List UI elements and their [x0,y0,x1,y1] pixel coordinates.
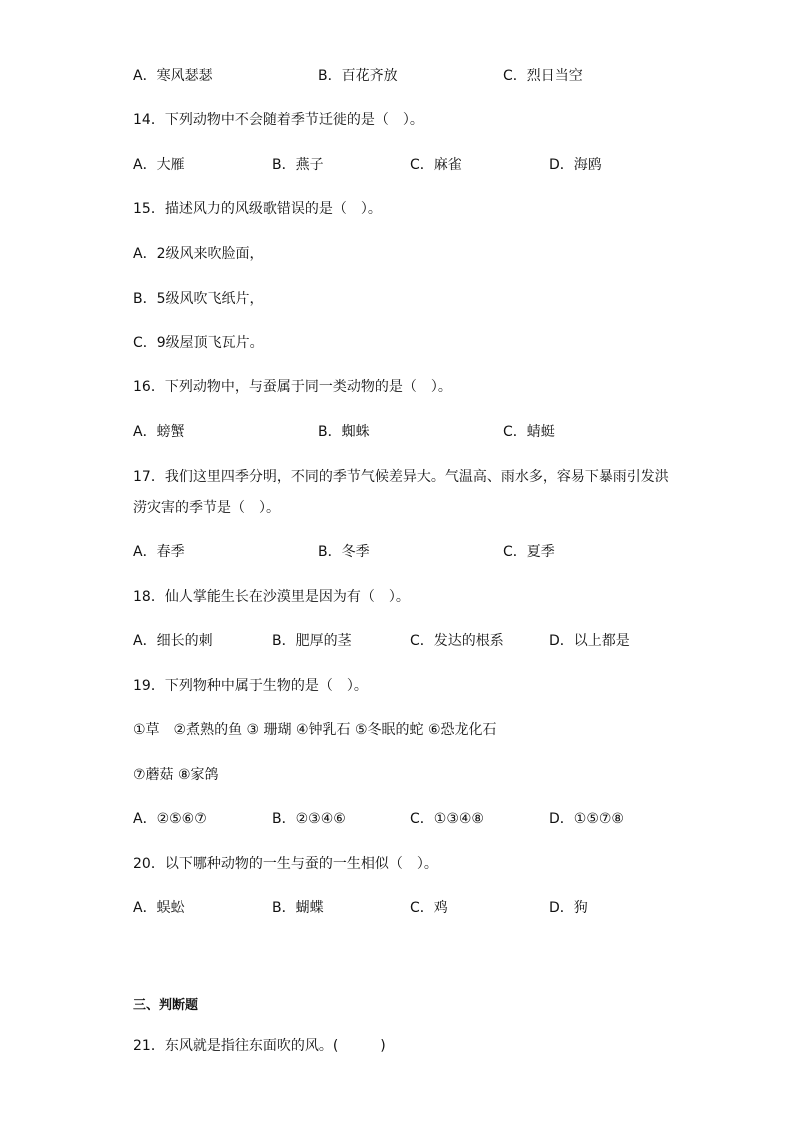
q17-stem-line2: 涝灾害的季节是（ ）。 [133,500,280,516]
q20-stem: 20．以下哪种动物的一生与蚕的一生相似（ ）。 [133,856,438,872]
q19-option-b: B．②③④⑥ [272,811,346,827]
section-title-judgment: 三、判断题 [133,998,199,1013]
q19-items-line1: ①草 ②煮熟的鱼 ③ 珊瑚 ④钟乳石 ⑤冬眠的蛇 ⑥恐龙化石 [133,722,497,738]
q20-option-a: A．蜈蚣 [133,900,185,916]
q17-stem-line1: 17．我们这里四季分明，不同的季节气候差异大。气温高、雨水多，容易下暴雨引发洪 [133,469,669,485]
q20-option-d: D．狗 [549,900,588,916]
q18-stem: 18．仙人掌能生长在沙漠里是因为有（ ）。 [133,589,410,605]
q14-option-c: C．麻雀 [410,157,462,173]
q14-stem: 14．下列动物中不会随着季节迁徙的是（ ）。 [133,112,424,128]
q20-option-c: C．鸡 [410,900,448,916]
q17-option-a: A．春季 [133,544,185,560]
q14-option-d: D．海鸥 [549,157,602,173]
q19-stem: 19．下列物种中属于生物的是（ ）。 [133,678,368,694]
q15-option-c: C．9级屋顶飞瓦片。 [133,335,264,351]
q15-option-a: A．2级风来吹脸面， [133,246,264,262]
q19-option-c: C．①③④⑧ [410,811,484,827]
q13-option-c: C．烈日当空 [503,68,583,84]
q18-option-a: A．细长的刺 [133,633,213,649]
q13-option-b: B．百花齐放 [318,68,398,84]
q14-option-b: B．燕子 [272,157,324,173]
q21-stem: 21．东风就是指往东面吹的风。( ) [133,1038,386,1054]
q16-option-a: A．螃蟹 [133,424,185,440]
q19-option-d: D．①⑤⑦⑧ [549,811,624,827]
q17-option-b: B．冬季 [318,544,370,560]
q19-option-a: A．②⑤⑥⑦ [133,811,207,827]
q18-option-d: D．以上都是 [549,633,630,649]
q14-option-a: A．大雁 [133,157,185,173]
q15-option-b: B．5级风吹飞纸片， [133,291,264,307]
q17-option-c: C．夏季 [503,544,555,560]
q16-option-c: C．蜻蜓 [503,424,555,440]
q16-stem: 16．下列动物中，与蚕属于同一类动物的是（ ）。 [133,379,452,395]
q13-option-a: A．寒风瑟瑟 [133,68,213,84]
q16-option-b: B．蜘蛛 [318,424,370,440]
q15-stem: 15．描述风力的风级歌错误的是（ ）。 [133,201,382,217]
q18-option-c: C．发达的根系 [410,633,504,649]
q18-option-b: B．肥厚的茎 [272,633,352,649]
q19-items-line2: ⑦蘑菇 ⑧家鸽 [133,767,219,783]
q20-option-b: B．蝴蝶 [272,900,324,916]
